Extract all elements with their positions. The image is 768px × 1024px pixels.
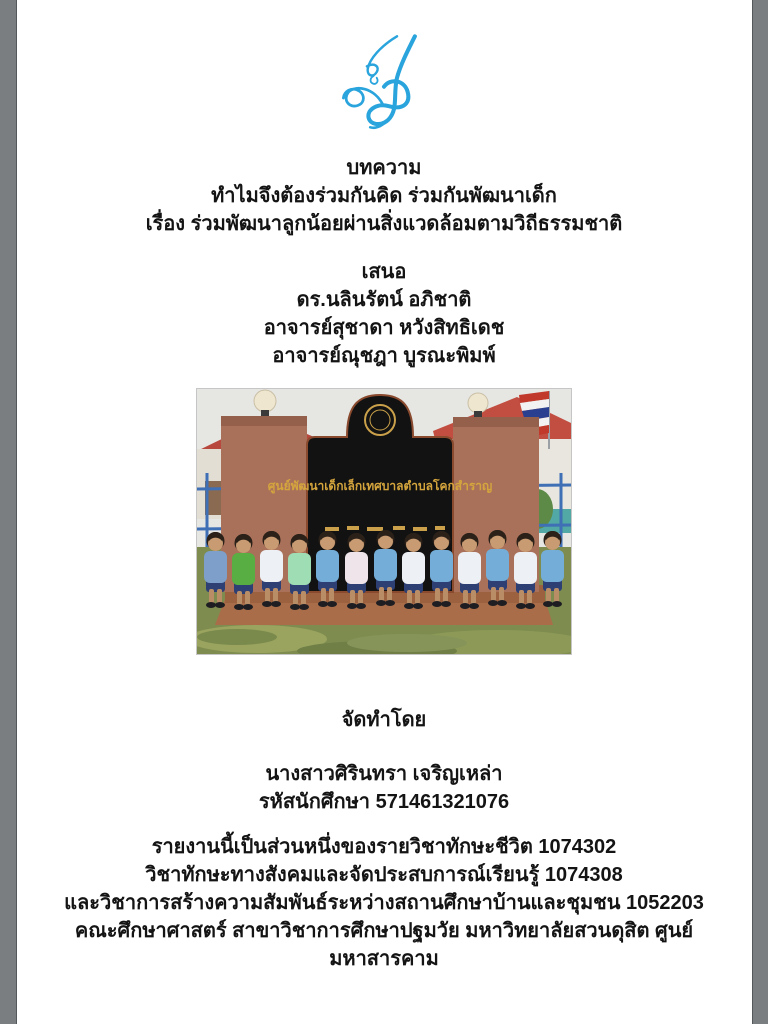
school-sign-text: ศูนย์พัฒนาเด็กเล็กเทศบาลตำบลโคกสำราญ (267, 479, 493, 493)
course-info-block (17, 833, 752, 973)
document-page (16, 0, 753, 1024)
title-line-1: บทความ (346, 157, 422, 179)
student-id: รหัสนักศึกษา 571461321076 (258, 791, 510, 813)
advisor-name-1: ดร.นลินรัตน์ อภิชาติ (296, 289, 472, 311)
course-line-4: คณะศึกษาศาสตร์ สาขาวิชาการศึกษาปฐมวัย มหาวิทยาลัยสวนดุสิต ศูนย์ (74, 920, 694, 942)
title-line-2: ทำไมจึงต้องร่วมกันคิด ร่วมกันพัฒนาเด็ก (211, 185, 557, 207)
cover-photo (196, 388, 572, 655)
author-name: นางสาวศิรินทรา เจริญเหล่า (265, 763, 503, 785)
course-line-3: และวิชาการสร้างความสัมพันธ์ระหว่างสถานศึกษาบ้านและชุมชน 1052203 (64, 892, 704, 914)
title-block (17, 154, 752, 238)
calligraphy-flourish-icon (319, 22, 449, 140)
course-line-5: มหาสารคาม (329, 948, 439, 970)
course-line-1: รายงานนี้เป็นส่วนหนึ่งของรายวิชาทักษะชีวิต 1074302 (151, 836, 617, 858)
presented-heading: เสนอ (361, 261, 407, 283)
presented-to-block (17, 258, 752, 370)
prepared-heading: จัดทำโดย (341, 709, 427, 731)
advisor-name-3: อาจารย์ณุชฎา บูรณะพิมพ์ (272, 345, 496, 367)
prepared-by-heading-block (17, 706, 752, 734)
cover-photo-illustration (197, 389, 571, 654)
title-line-3: เรื่อง ร่วมพัฒนาลูกน้อยผ่านสิ่งแวดล้อมตามวิถีธรรมชาติ (145, 213, 623, 235)
author-block (17, 760, 752, 816)
advisor-name-2: อาจารย์สุชาดา หวังสิทธิเดช (263, 317, 505, 339)
course-line-2: วิชาทักษะทางสังคมและจัดประสบการณ์เรียนรู้ 1074308 (145, 864, 623, 886)
